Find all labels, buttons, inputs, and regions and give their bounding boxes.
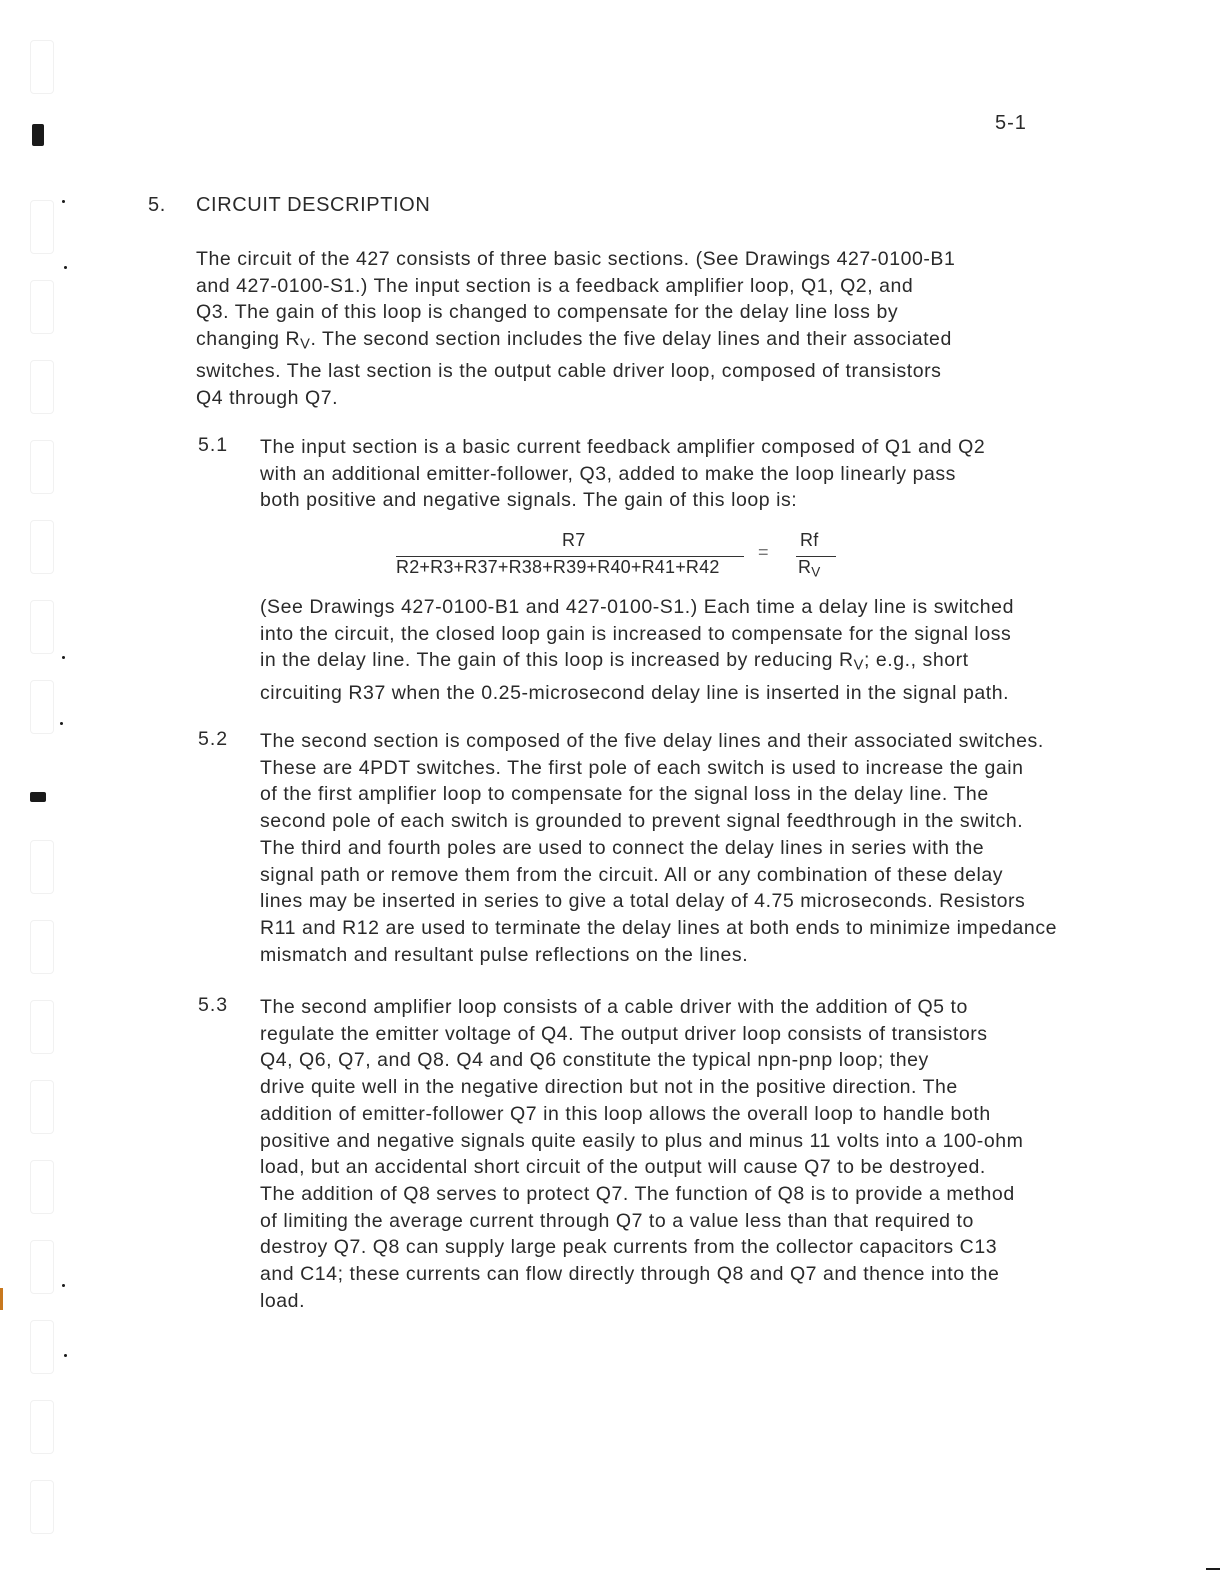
subscript: V [811, 564, 821, 580]
binder-hole [30, 520, 54, 574]
margin-dot [64, 266, 67, 269]
text-line: both positive and negative signals. The gain of this loop is: [260, 489, 798, 512]
text-fragment: . The second section includes the five delay lines and their associated [310, 328, 952, 351]
subsection-5-2-paragraph [260, 728, 1057, 968]
text-line: The second amplifier loop consists of a cable driver with the addition of Q5 to [260, 996, 968, 1018]
binder-hole [30, 840, 54, 894]
margin-mark [30, 792, 46, 802]
text-line: mismatch and resultant pulse reflections on the lines. [260, 943, 749, 966]
margin-dot [62, 200, 65, 203]
binder-hole [30, 920, 54, 974]
section-heading [148, 194, 430, 217]
text-line: with an additional emitter-follower, Q3, added to make the loop linearly pass [260, 462, 956, 485]
formula-denominator-2 [798, 557, 820, 579]
intro-paragraph [196, 246, 955, 412]
text-line: lines may be inserted in series to give a total delay of 4.75 microseconds. Resistors [260, 890, 1026, 913]
margin-dot [62, 1284, 65, 1287]
binder-hole [30, 360, 54, 414]
text-line: second pole of each switch is grounded to prevent signal feedthrough in the switch. [260, 810, 1024, 833]
text-line: R11 and R12 are used to terminate the delay lines at both ends to minimize impedance [260, 916, 1058, 939]
text-line: drive quite well in the negative direction but not in the positive direction. The [260, 1076, 958, 1099]
binder-hole [30, 280, 54, 334]
margin-edge-mark [0, 1288, 3, 1310]
text-line: Q4 through Q7. [196, 387, 339, 410]
binder-hole [30, 1000, 54, 1054]
margin-mark [32, 124, 44, 146]
text-line: addition of emitter-follower Q7 in this loop allows the overall loop to handle both [260, 1102, 991, 1125]
subsection-5-1-paragraph [260, 434, 985, 514]
text-line: Q3. The gain of this loop is changed to compensate for the delay line loss by [196, 301, 899, 324]
text-line: These are 4PDT switches. The first pole of each switch is used to increase the gain [260, 756, 1024, 779]
text-fragment: ; e.g., short [863, 649, 969, 672]
text-line: positive and negative signals quite easily to plus and minus 11 volts into a 100-ohm [260, 1129, 1024, 1152]
margin-dot [62, 656, 65, 659]
gain-formula [396, 528, 856, 588]
formula-denominator: R2+R3+R37+R38+R39+R40+R41+R42 [396, 557, 720, 577]
page-number: 5-1 [995, 112, 1027, 134]
subsection-number: 5.2 [198, 728, 229, 750]
section-title: CIRCUIT DESCRIPTION [196, 194, 431, 216]
binder-hole [30, 40, 54, 94]
binder-hole [30, 200, 54, 254]
text-line [196, 326, 955, 358]
text-line: and 427-0100-S1.) The input section is a feedback amplifier loop, Q1, Q2, and [196, 274, 914, 297]
subsection-5-1-continued [260, 594, 1014, 706]
text-fragment: R [798, 557, 812, 577]
subscript: V [300, 336, 311, 353]
subsection-number: 5.1 [198, 434, 229, 456]
binder-hole [30, 680, 54, 734]
margin-dot [60, 722, 63, 725]
margin-dot [64, 1354, 67, 1357]
formula-numerator-2: Rf [800, 530, 819, 550]
text-fragment: changing R [196, 328, 301, 351]
subscript: V [853, 658, 864, 675]
binder-hole [30, 1480, 54, 1534]
text-line: (See Drawings 427-0100-B1 and 427-0100-S1.) Each time a delay line is switched [260, 596, 1014, 618]
text-line: circuiting R37 when the 0.25-microsecond delay line is inserted in the signal path. [260, 681, 1010, 704]
text-line: The third and fourth poles are used to connect the delay lines in series with the [260, 836, 985, 859]
text-line: switches. The last section is the output cable driver loop, composed of transistors [196, 360, 942, 383]
text-line: of the first amplifier loop to compensate for the signal loss in the delay line. The [260, 783, 989, 806]
text-line: and C14; these currents can flow directly through Q8 and Q7 and thence into the [260, 1263, 1000, 1286]
subsection-number: 5.3 [198, 994, 229, 1016]
text-line: The addition of Q8 serves to protect Q7. The function of Q8 is to provide a method [260, 1182, 1015, 1205]
binder-hole [30, 600, 54, 654]
binder-hole [30, 1080, 54, 1134]
text-line: The input section is a basic current feedback amplifier composed of Q1 and Q2 [260, 436, 986, 458]
text-line: destroy Q7. Q8 can supply large peak currents from the collector capacitors C13 [260, 1236, 998, 1259]
binder-hole [30, 1160, 54, 1214]
binder-hole [30, 1400, 54, 1454]
text-line [260, 647, 1014, 679]
text-line: The circuit of the 427 consists of three basic sections. (See Drawings 427-0100-B1 [196, 248, 956, 270]
text-line: signal path or remove them from the circuit. All or any combination of these delay [260, 863, 1004, 886]
binder-hole [30, 1320, 54, 1374]
text-line: of limiting the average current through Q7 to a value less than that required to [260, 1209, 974, 1232]
binder-hole [30, 1240, 54, 1294]
text-line: into the circuit, the closed loop gain is increased to compensate for the signal loss [260, 622, 1012, 645]
text-line: Q4, Q6, Q7, and Q8. Q4 and Q6 constitute the typical npn-pnp loop; they [260, 1049, 929, 1072]
text-line: The second section is composed of the five delay lines and their associated switches. [260, 730, 1044, 752]
formula-numerator: R7 [562, 530, 586, 550]
text-fragment: in the delay line. The gain of this loop is increased by reducing R [260, 649, 854, 672]
equals-sign: = [758, 542, 769, 562]
binder-hole [30, 440, 54, 494]
text-line: regulate the emitter voltage of Q4. The output driver loop consists of transistors [260, 1022, 988, 1045]
subsection-5-3-paragraph [260, 994, 1023, 1314]
text-line: load, but an accidental short circuit of the output will cause Q7 to be destroyed. [260, 1156, 986, 1179]
text-line: load. [260, 1289, 306, 1312]
section-number: 5. [148, 194, 166, 216]
corner-mark [1206, 1568, 1220, 1570]
